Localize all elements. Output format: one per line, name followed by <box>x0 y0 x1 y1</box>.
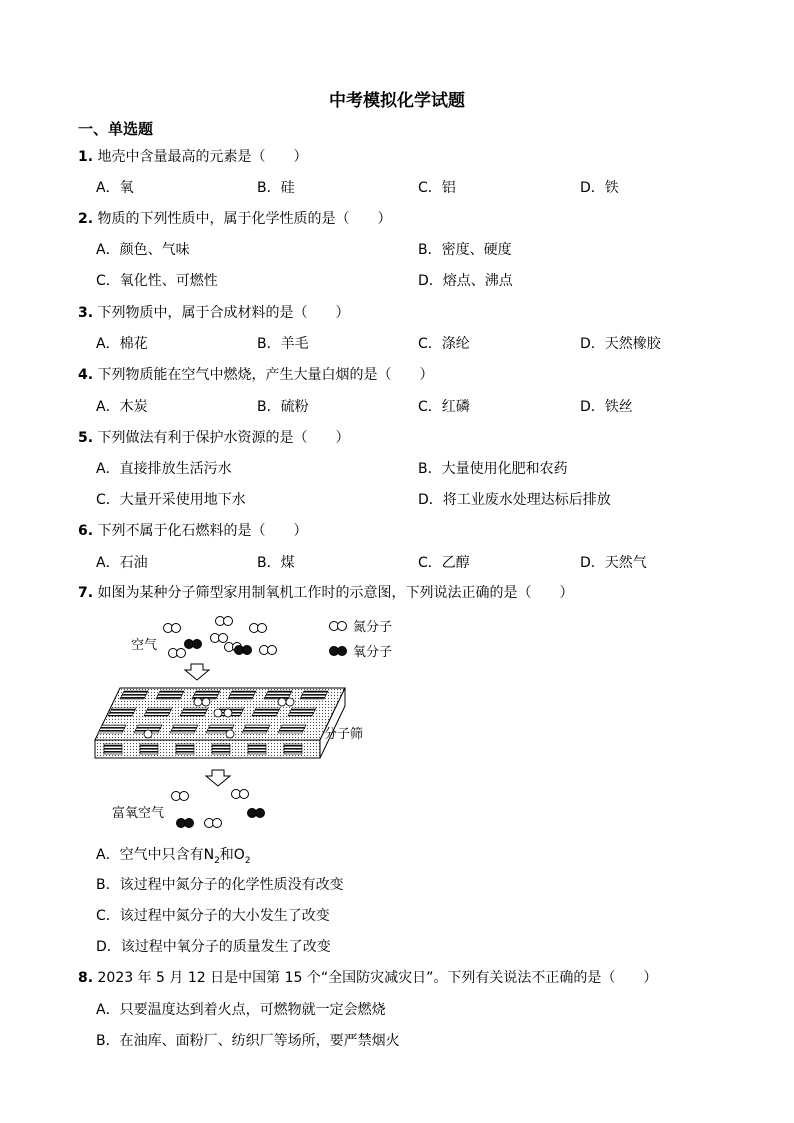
option-b: B．在油库、面粉厂、纺织厂等场所，要严禁烟火 <box>96 1033 400 1049</box>
option-d: D．该过程中氧分子的质量发生了改变 <box>96 939 331 955</box>
question-text: 2023 年 5 月 12 日是中国第 15 个“全国防灾减灾日”。下列有关说法不正确的是（ ） <box>97 970 658 986</box>
molecular-sieve-slab <box>95 688 345 758</box>
option-b: B．煤 <box>257 555 295 571</box>
option-c: C．氧化性、可燃性 <box>96 273 218 289</box>
option-a: A．只要温度达到着火点，可燃物就一定会燃烧 <box>96 1002 386 1018</box>
question-number: 2. <box>78 211 94 227</box>
question-5 <box>78 427 350 447</box>
option-a: A．直接排放生活污水 <box>96 461 232 477</box>
option-a: A．氧 <box>96 180 134 196</box>
option-a: A．空气中只含有$N_2$和$O_2$ <box>96 847 251 866</box>
question-text: 如图为某种分子筛型家用制氧机工作时的示意图，下列说法正确的是（ ） <box>97 585 574 601</box>
option-c: C．红磷 <box>418 399 470 415</box>
option-c: C．该过程中氮分子的大小发生了改变 <box>96 908 330 924</box>
question-text: 下列物质中，属于合成材料的是（ ） <box>97 305 350 321</box>
question-text: 下列做法有利于保护水资源的是（ ） <box>97 430 350 446</box>
option-d: D．熔点、沸点 <box>418 273 513 289</box>
air-label: 空气 <box>131 638 158 653</box>
down-arrow-icon <box>206 770 230 786</box>
question-number: 7. <box>78 585 94 601</box>
question-1 <box>78 146 308 166</box>
question-number: 6. <box>78 523 94 539</box>
option-d: D．天然橡胶 <box>580 336 661 352</box>
question-2 <box>78 208 392 228</box>
option-d: D．天然气 <box>580 555 647 571</box>
option-b: B．硅 <box>257 180 295 196</box>
molecular-sieve-diagram <box>90 610 410 835</box>
enriched-air-label: 富氧空气 <box>112 806 165 821</box>
question-3 <box>78 302 350 322</box>
question-4 <box>78 364 434 384</box>
question-number: 4. <box>78 367 94 383</box>
n2-legend-label: 氮分子 <box>353 620 393 635</box>
option-c: C．大量开采使用地下水 <box>96 492 246 508</box>
option-b: B．羊毛 <box>257 336 309 352</box>
question-number: 1. <box>78 149 94 165</box>
question-number: 3. <box>78 305 94 321</box>
section-heading: 一、单选题 <box>78 120 154 138</box>
page-title: 中考模拟化学试题 <box>329 91 465 111</box>
option-a: A．石油 <box>96 555 148 571</box>
option-d: D．将工业废水处理达标后排放 <box>418 492 611 508</box>
question-text: 物质的下列性质中，属于化学性质的是（ ） <box>97 211 392 227</box>
o2-legend-label: 氧分子 <box>353 645 393 660</box>
option-a: A．木炭 <box>96 399 148 415</box>
option-a: A．颜色、气味 <box>96 242 190 258</box>
sieve-label: 分子筛 <box>324 727 364 742</box>
option-c: C．铝 <box>418 180 456 196</box>
option-c: C．乙醇 <box>418 555 470 571</box>
question-text: 下列不属于化石燃料的是（ ） <box>97 523 308 539</box>
question-number: 8. <box>78 970 94 986</box>
question-text: 地壳中含量最高的元素是（ ） <box>97 149 308 165</box>
question-text: 下列物质能在空气中燃烧，产生大量白烟的是（ ） <box>97 367 434 383</box>
option-c: C．涤纶 <box>418 336 470 352</box>
question-8 <box>78 967 657 987</box>
question-number: 5. <box>78 430 94 446</box>
option-a: A．棉花 <box>96 336 148 352</box>
option-d: D．铁丝 <box>580 399 633 415</box>
question-6 <box>78 520 308 540</box>
option-b: B．密度、硬度 <box>418 242 512 258</box>
question-7 <box>78 582 574 602</box>
n2-molecule <box>164 617 347 658</box>
option-d: D．铁 <box>580 180 619 196</box>
down-arrow-icon <box>185 664 209 680</box>
option-b: B．硫粉 <box>257 399 309 415</box>
option-b: B．大量使用化肥和农药 <box>418 461 568 477</box>
option-b: B．该过程中氮分子的化学性质没有改变 <box>96 877 344 893</box>
